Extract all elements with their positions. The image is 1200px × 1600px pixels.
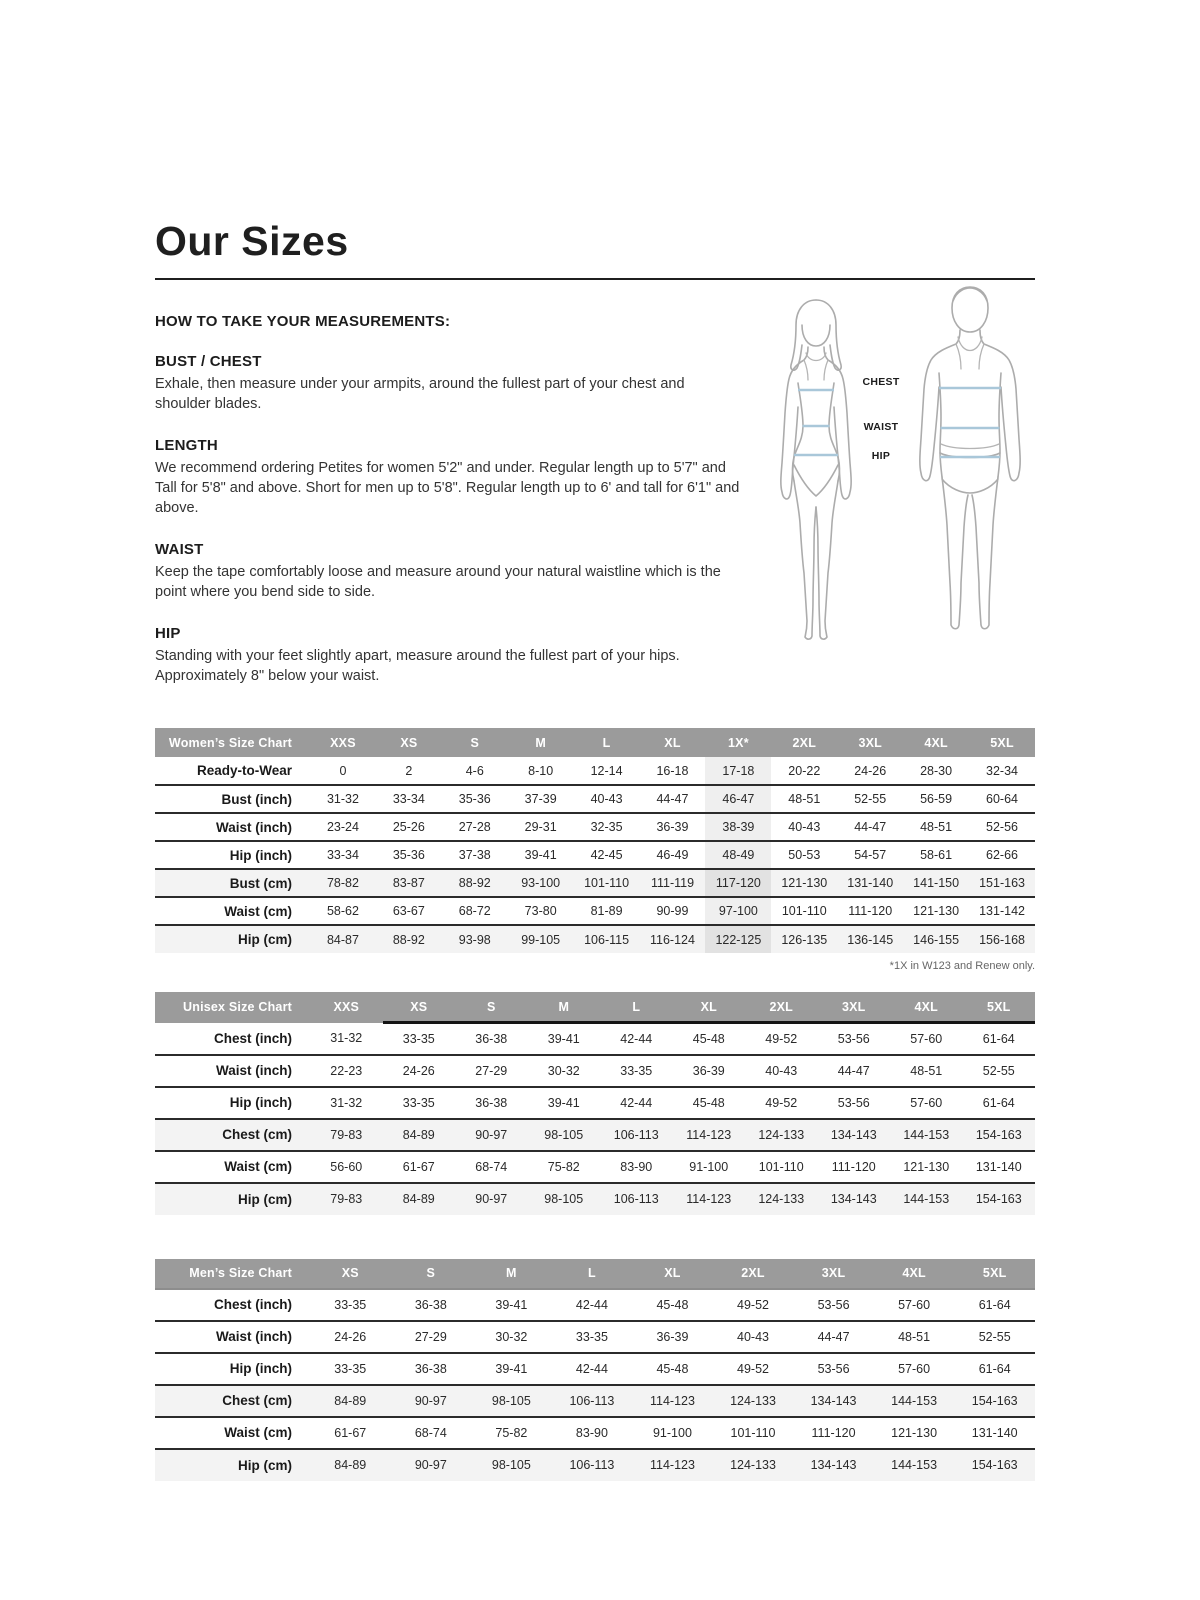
size-value-cell: 106-113 <box>613 1192 659 1206</box>
size-value-cell: 134-143 <box>810 1458 857 1472</box>
size-value-cell: 40-43 <box>590 792 623 806</box>
size-value-cell: 124-133 <box>730 1393 776 1408</box>
size-column-header: 5XL <box>954 1259 1035 1289</box>
size-value-cell: 36-39 <box>656 1329 689 1344</box>
size-value-cell: 88-92 <box>392 932 425 947</box>
table-row <box>155 1023 1035 1055</box>
size-value-cell: 52-55 <box>854 792 887 806</box>
row-label: Waist (cm) <box>224 1425 292 1440</box>
size-value-cell: 114-123 <box>686 1192 732 1206</box>
size-value-cell: 40-43 <box>737 1329 769 1344</box>
size-column-header: XXS <box>310 728 376 757</box>
size-value-cell: 28-30 <box>920 763 953 778</box>
size-value-cell: 106-115 <box>584 932 630 947</box>
size-value-cell: 42-44 <box>575 1297 608 1312</box>
section-heading: BUST / CHEST <box>155 353 262 370</box>
size-value-cell: 98-105 <box>491 1458 531 1472</box>
size-value-cell: 101-110 <box>730 1425 776 1440</box>
section-length <box>155 437 743 518</box>
size-column-header: XL <box>632 1259 713 1289</box>
table-row <box>155 841 1035 869</box>
size-column-header: 3XL <box>837 728 903 757</box>
size-value-cell: 63-67 <box>392 904 425 918</box>
size-value-cell: 98-105 <box>544 1192 584 1206</box>
size-value-cell: 134-143 <box>830 1192 877 1206</box>
size-value-cell: 68-72 <box>458 904 491 918</box>
size-column-header: XS <box>376 728 442 757</box>
size-column-header: 5XL <box>963 992 1036 1023</box>
size-value-cell: 50-53 <box>788 848 821 862</box>
size-value-cell: 45-48 <box>692 1031 725 1046</box>
mens-size-chart <box>155 1259 1035 1481</box>
size-value-cell: 117-120 <box>705 869 771 897</box>
size-value-cell: 45-48 <box>656 1361 689 1376</box>
row-label: Bust (cm) <box>229 875 292 891</box>
size-value-cell: 46-49 <box>656 848 689 862</box>
size-value-cell: 124-133 <box>730 1458 776 1472</box>
size-value-cell: 79-83 <box>330 1127 363 1142</box>
size-value-cell: 53-56 <box>817 1361 850 1376</box>
size-value-cell: 35-36 <box>458 792 491 806</box>
size-value-cell: 58-62 <box>326 904 359 918</box>
size-value-cell: 33-35 <box>334 1297 367 1312</box>
size-value-cell: 154-163 <box>975 1127 1022 1142</box>
womens-size-chart <box>155 728 1035 972</box>
size-value-cell: 60-64 <box>986 792 1019 806</box>
header-row <box>155 728 1035 757</box>
size-value-cell: 48-49 <box>705 841 771 869</box>
size-value-cell: 84-89 <box>334 1393 367 1408</box>
size-value-cell: 61-64 <box>978 1361 1011 1376</box>
chest-label: CHEST <box>862 376 900 388</box>
size-column-header: 3XL <box>793 1259 874 1289</box>
size-column-header: 4XL <box>874 1259 955 1289</box>
size-column-header: M <box>528 992 601 1023</box>
size-column-header: S <box>442 728 508 757</box>
size-value-cell: 0 <box>339 763 347 778</box>
size-value-cell: 39-41 <box>547 1095 580 1110</box>
size-value-cell: 45-48 <box>656 1297 689 1312</box>
table-title: Men’s Size Chart <box>155 1259 310 1289</box>
size-value-cell: 91-100 <box>652 1425 692 1440</box>
size-value-cell: 121-130 <box>913 904 960 918</box>
size-column-header: 2XL <box>745 992 818 1023</box>
size-value-cell: 31-32 <box>330 1031 363 1045</box>
size-value-cell: 156-168 <box>979 932 1025 947</box>
size-value-cell: 124-133 <box>758 1192 805 1206</box>
size-value-cell: 31-32 <box>330 1095 363 1110</box>
size-value-cell: 33-35 <box>402 1095 435 1110</box>
size-column-header: XS <box>310 1259 391 1289</box>
size-value-cell: 126-135 <box>781 932 828 947</box>
size-value-cell: 121-130 <box>903 1159 950 1174</box>
size-value-cell: 22-23 <box>330 1063 363 1078</box>
size-value-cell: 75-82 <box>547 1159 580 1174</box>
size-value-cell: 93-98 <box>458 932 491 947</box>
size-column-header: L <box>574 728 640 757</box>
size-value-cell: 57-60 <box>898 1297 931 1312</box>
size-value-cell: 154-163 <box>971 1393 1018 1408</box>
size-value-cell: 134-143 <box>810 1393 857 1408</box>
section-body: Keep the tape comfortably loose and measure around your natural waistline which is the point where you bend side to side. <box>155 564 721 600</box>
size-value-cell: 20-22 <box>788 763 821 778</box>
section-body: Standing with your feet slightly apart, measure around the fullest part of your hips. Approximately 8" below your waist. <box>155 648 680 684</box>
size-column-header: M <box>508 728 574 757</box>
size-value-cell: 37-38 <box>458 848 491 862</box>
size-value-cell: 33-35 <box>575 1329 608 1344</box>
size-value-cell: 90-99 <box>656 904 689 918</box>
size-value-cell: 61-64 <box>982 1095 1015 1110</box>
size-value-cell: 23-24 <box>326 820 359 834</box>
size-value-cell: 131-140 <box>975 1159 1022 1174</box>
size-value-cell: 83-90 <box>620 1159 653 1174</box>
size-column-header: XS <box>383 992 456 1023</box>
row-label: Chest (inch) <box>213 1030 292 1046</box>
size-value-cell: 57-60 <box>910 1095 943 1110</box>
header-row <box>155 1259 1035 1289</box>
size-value-cell: 134-143 <box>830 1127 877 1142</box>
size-value-cell: 44-47 <box>837 1063 870 1078</box>
size-value-cell: 37-39 <box>524 792 557 806</box>
size-value-cell: 44-47 <box>854 820 887 834</box>
size-value-cell: 57-60 <box>898 1361 931 1376</box>
size-value-cell: 56-59 <box>920 792 953 806</box>
size-value-cell: 40-43 <box>788 820 821 834</box>
size-value-cell: 42-44 <box>620 1095 653 1110</box>
mens-table <box>155 1259 1035 1481</box>
section-heading: WAIST <box>155 541 204 558</box>
size-value-cell: 17-18 <box>705 757 771 785</box>
size-value-cell: 122-125 <box>705 925 771 953</box>
size-value-cell: 39-41 <box>495 1361 528 1376</box>
size-value-cell: 36-38 <box>475 1095 508 1110</box>
size-value-cell: 58-61 <box>920 848 953 862</box>
size-value-cell: 36-39 <box>692 1063 725 1078</box>
table-row <box>155 1151 1035 1183</box>
size-value-cell: 32-34 <box>986 763 1019 778</box>
row-label: Hip (inch) <box>229 847 292 863</box>
size-column-header: 4XL <box>903 728 969 757</box>
size-value-cell: 131-140 <box>971 1425 1018 1440</box>
row-label: Chest (inch) <box>213 1297 292 1312</box>
table-row <box>155 1353 1035 1385</box>
female-figure-illustration <box>764 295 869 640</box>
size-column-header: XXS <box>310 992 383 1023</box>
size-column-header: 3XL <box>818 992 891 1023</box>
size-column-header: L <box>552 1259 633 1289</box>
size-value-cell: 61-67 <box>334 1425 367 1440</box>
size-value-cell: 101-110 <box>584 876 630 890</box>
size-column-header: XL <box>673 992 746 1023</box>
size-value-cell: 33-35 <box>334 1361 367 1376</box>
size-value-cell: 36-38 <box>414 1297 447 1312</box>
size-value-cell: 91-100 <box>689 1159 729 1174</box>
size-value-cell: 24-26 <box>402 1063 435 1078</box>
how-to-heading: HOW TO TAKE YOUR MEASUREMENTS: <box>155 313 451 330</box>
size-value-cell: 97-100 <box>705 897 771 925</box>
size-value-cell: 33-34 <box>392 792 425 806</box>
size-value-cell: 8-10 <box>528 763 554 778</box>
size-value-cell: 52-55 <box>978 1329 1011 1344</box>
row-label: Waist (inch) <box>216 1063 292 1078</box>
size-value-cell: 42-44 <box>620 1031 653 1046</box>
size-value-cell: 111-120 <box>831 1159 876 1174</box>
size-value-cell: 88-92 <box>458 876 491 890</box>
size-value-cell: 84-89 <box>334 1458 367 1472</box>
section-heading: HIP <box>155 625 181 642</box>
size-value-cell: 106-113 <box>569 1458 615 1472</box>
size-value-cell: 48-51 <box>898 1329 931 1344</box>
size-value-cell: 101-110 <box>781 904 827 918</box>
row-label: Hip (inch) <box>229 1095 292 1110</box>
section-bust-chest <box>155 353 743 414</box>
size-value-cell: 39-41 <box>495 1297 528 1312</box>
size-value-cell: 121-130 <box>781 876 828 890</box>
size-value-cell: 73-80 <box>524 904 557 918</box>
size-value-cell: 93-100 <box>521 876 561 890</box>
size-value-cell: 29-31 <box>524 820 557 834</box>
row-label: Chest (cm) <box>222 1393 292 1408</box>
size-value-cell: 144-153 <box>891 1393 938 1408</box>
size-value-cell: 111-120 <box>848 904 893 918</box>
table-row <box>155 757 1035 785</box>
size-value-cell: 151-163 <box>979 876 1025 890</box>
size-value-cell: 40-43 <box>765 1063 798 1078</box>
size-value-cell: 84-87 <box>326 932 359 947</box>
size-value-cell: 30-32 <box>495 1329 528 1344</box>
size-value-cell: 27-29 <box>475 1063 508 1078</box>
male-figure-illustration <box>908 283 1033 638</box>
size-value-cell: 53-56 <box>817 1297 850 1312</box>
size-value-cell: 90-97 <box>414 1393 447 1408</box>
size-value-cell: 111-120 <box>811 1425 856 1440</box>
size-value-cell: 2 <box>405 763 413 778</box>
size-value-cell: 83-90 <box>575 1425 608 1440</box>
size-value-cell: 24-26 <box>854 763 887 778</box>
size-value-cell: 101-110 <box>758 1159 804 1174</box>
size-value-cell: 32-35 <box>590 820 623 834</box>
row-label: Waist (cm) <box>224 903 292 919</box>
size-column-header: 2XL <box>771 728 837 757</box>
size-value-cell: 48-51 <box>788 792 821 806</box>
size-value-cell: 146-155 <box>913 932 960 947</box>
size-value-cell: 136-145 <box>847 932 894 947</box>
size-value-cell: 49-52 <box>765 1095 798 1110</box>
size-value-cell: 48-51 <box>910 1063 943 1078</box>
size-value-cell: 131-142 <box>979 904 1025 918</box>
table-row <box>155 1087 1035 1119</box>
size-value-cell: 90-97 <box>414 1458 447 1472</box>
size-value-cell: 33-35 <box>402 1031 435 1046</box>
size-value-cell: 75-82 <box>495 1425 528 1440</box>
row-label: Waist (cm) <box>224 1159 292 1174</box>
size-value-cell: 27-29 <box>414 1329 447 1344</box>
size-value-cell: 52-56 <box>986 820 1019 834</box>
table-row <box>155 785 1035 813</box>
size-value-cell: 4-6 <box>465 763 484 778</box>
row-label: Bust (inch) <box>221 791 292 807</box>
size-value-cell: 83-87 <box>392 876 425 890</box>
size-value-cell: 124-133 <box>758 1127 805 1142</box>
row-label: Hip (cm) <box>238 1457 292 1473</box>
size-value-cell: 84-89 <box>402 1127 435 1142</box>
size-value-cell: 61-64 <box>978 1297 1011 1312</box>
size-value-cell: 12-14 <box>590 763 623 778</box>
hip-label: HIP <box>871 450 891 462</box>
table-row <box>155 869 1035 897</box>
table-row <box>155 813 1035 841</box>
table-footnote: *1X in W123 and Renew only. <box>889 960 1035 972</box>
section-body: We recommend ordering Petites for women 5'2" and under. Regular length up to 5'7" and Tall for 5'8" and above. Short for men up to 5'8". Regular length up to 6' and tall for 6'1" and above. <box>155 460 740 516</box>
measurement-instructions <box>155 313 743 686</box>
size-column-header: 2XL <box>713 1259 794 1289</box>
size-value-cell: 144-153 <box>891 1458 938 1472</box>
size-value-cell: 36-38 <box>475 1031 508 1046</box>
size-value-cell: 90-97 <box>475 1127 508 1142</box>
row-label: Ready-to-Wear <box>196 763 292 778</box>
size-value-cell: 36-39 <box>656 820 689 834</box>
size-value-cell: 68-74 <box>414 1425 447 1440</box>
size-value-cell: 114-123 <box>649 1393 695 1408</box>
size-value-cell: 25-26 <box>392 820 425 834</box>
size-value-cell: 111-119 <box>650 876 695 890</box>
size-value-cell: 39-41 <box>547 1031 580 1046</box>
size-value-cell: 49-52 <box>737 1361 769 1376</box>
size-value-cell: 33-35 <box>620 1063 653 1078</box>
size-value-cell: 56-60 <box>330 1159 363 1174</box>
size-value-cell: 54-57 <box>854 848 887 862</box>
size-value-cell: 49-52 <box>765 1031 798 1046</box>
size-value-cell: 144-153 <box>903 1127 950 1142</box>
section-hip <box>155 625 743 686</box>
table-row <box>155 1385 1035 1417</box>
size-value-cell: 78-82 <box>326 876 359 890</box>
size-value-cell: 48-51 <box>920 820 953 834</box>
unisex-size-chart <box>155 992 1035 1215</box>
size-value-cell: 46-47 <box>705 785 771 813</box>
womens-table <box>155 728 1035 953</box>
size-column-header: M <box>471 1259 552 1289</box>
size-value-cell: 31-32 <box>326 792 359 806</box>
size-column-header: S <box>455 992 528 1023</box>
size-value-cell: 84-89 <box>402 1192 435 1206</box>
size-value-cell: 90-97 <box>475 1192 508 1206</box>
size-value-cell: 24-26 <box>334 1329 367 1344</box>
size-column-header: S <box>391 1259 472 1289</box>
table-row <box>155 1449 1035 1481</box>
size-column-header: XL <box>640 728 706 757</box>
size-value-cell: 36-38 <box>414 1361 447 1376</box>
table-title: Women’s Size Chart <box>155 728 310 757</box>
size-value-cell: 42-45 <box>590 848 623 862</box>
size-value-cell: 114-123 <box>649 1458 695 1472</box>
size-value-cell: 154-163 <box>975 1192 1022 1206</box>
row-label: Hip (inch) <box>229 1361 292 1376</box>
size-value-cell: 121-130 <box>891 1425 938 1440</box>
size-value-cell: 33-34 <box>326 848 359 862</box>
table-title: Unisex Size Chart <box>155 992 310 1023</box>
size-value-cell: 53-56 <box>837 1031 870 1046</box>
row-label: Waist (inch) <box>216 819 292 835</box>
size-value-cell: 61-64 <box>982 1031 1015 1046</box>
table-row <box>155 1321 1035 1353</box>
size-value-cell: 141-150 <box>913 876 960 890</box>
size-value-cell: 61-67 <box>402 1159 435 1174</box>
section-heading: LENGTH <box>155 437 218 454</box>
table-row <box>155 925 1035 953</box>
table-row <box>155 1417 1035 1449</box>
table-row <box>155 1289 1035 1321</box>
size-value-cell: 35-36 <box>392 848 425 862</box>
size-value-cell: 45-48 <box>692 1095 725 1110</box>
size-value-cell: 79-83 <box>330 1192 363 1206</box>
page-title: Our Sizes <box>155 218 349 264</box>
section-waist <box>155 541 743 602</box>
unisex-table <box>155 992 1035 1215</box>
table-row <box>155 1055 1035 1087</box>
size-value-cell: 44-47 <box>656 792 689 806</box>
size-value-cell: 42-44 <box>575 1361 608 1376</box>
size-value-cell: 114-123 <box>686 1127 732 1142</box>
size-value-cell: 81-89 <box>590 904 623 918</box>
size-value-cell: 49-52 <box>737 1297 769 1312</box>
size-column-header: L <box>600 992 673 1023</box>
size-value-cell: 30-32 <box>547 1063 580 1078</box>
size-value-cell: 154-163 <box>971 1458 1018 1472</box>
size-value-cell: 39-41 <box>524 848 557 862</box>
size-value-cell: 106-113 <box>569 1393 615 1408</box>
size-value-cell: 98-105 <box>491 1393 531 1408</box>
size-column-header: 1X* <box>705 728 771 757</box>
size-value-cell: 27-28 <box>458 820 491 834</box>
row-label: Chest (cm) <box>222 1127 292 1142</box>
size-column-header: 4XL <box>890 992 963 1023</box>
size-value-cell: 106-113 <box>613 1127 659 1142</box>
waist-label: WAIST <box>863 421 899 433</box>
row-label: Hip (cm) <box>238 1191 292 1207</box>
table-row <box>155 1183 1035 1215</box>
size-value-cell: 53-56 <box>837 1095 870 1110</box>
size-value-cell: 99-105 <box>521 932 561 947</box>
size-value-cell: 144-153 <box>903 1192 950 1206</box>
size-column-header: 5XL <box>969 728 1035 757</box>
size-value-cell: 57-60 <box>910 1031 943 1046</box>
section-body: Exhale, then measure under your armpits, around the fullest part of your chest and shoulder blades. <box>155 376 685 412</box>
measurement-figures <box>758 282 1050 644</box>
size-value-cell: 62-66 <box>986 848 1019 862</box>
size-value-cell: 38-39 <box>705 813 771 841</box>
table-row <box>155 1119 1035 1151</box>
size-value-cell: 116-124 <box>650 932 695 947</box>
title-divider <box>155 278 1035 280</box>
table-row <box>155 897 1035 925</box>
size-value-cell: 68-74 <box>475 1159 508 1174</box>
size-value-cell: 131-140 <box>847 876 894 890</box>
size-value-cell: 16-18 <box>656 763 689 778</box>
size-value-cell: 98-105 <box>544 1127 584 1142</box>
header-row <box>155 992 1035 1023</box>
row-label: Hip (cm) <box>238 932 292 947</box>
size-value-cell: 44-47 <box>817 1329 850 1344</box>
size-value-cell: 52-55 <box>982 1063 1015 1078</box>
row-label: Waist (inch) <box>216 1329 292 1344</box>
